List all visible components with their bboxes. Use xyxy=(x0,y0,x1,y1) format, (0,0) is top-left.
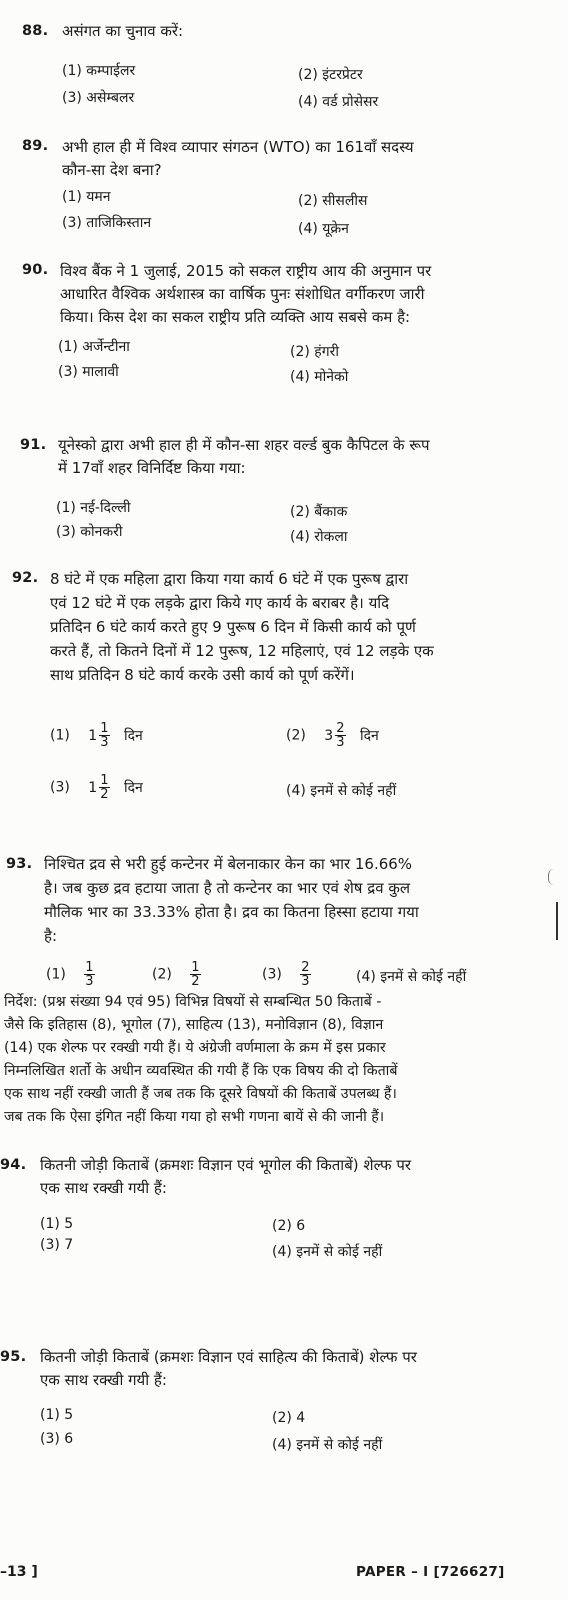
option-1: (1) 5 xyxy=(40,1407,74,1423)
numerator: 1 xyxy=(191,960,200,975)
option-3: (3) ताजिकिस्तान xyxy=(62,215,152,231)
directions-line: (14) एक शेल्फ पर रक्खी गयी हैं। ये अंग्रेजी वर्णमाला के क्रम में इस प्रकार xyxy=(4,1040,386,1056)
option-4: (4) इनमें से कोई नहीं xyxy=(272,1437,383,1453)
question-text-line: आधारित वैश्विक अर्थशास्त्र का वार्षिक पुनः संशोधित वर्गीकरण जारी xyxy=(60,285,425,303)
mixed-fraction xyxy=(88,722,111,749)
option-3: (3) 6 xyxy=(40,1431,74,1447)
option-1: (1) 5 xyxy=(40,1216,74,1232)
mixed-fraction xyxy=(324,722,347,749)
scan-mark xyxy=(548,869,555,885)
option-2: (2) इंटरप्रेटर xyxy=(298,67,363,83)
option-label: (3) xyxy=(50,779,70,796)
question-text-line: है। जब कुछ द्रव हटाया जाता है तो कन्टेनर का भार एवं शेष द्रव कुल xyxy=(44,879,411,897)
option-label: (1) xyxy=(50,727,70,744)
denominator: 3 xyxy=(85,974,94,989)
denominator: 2 xyxy=(191,974,200,989)
unit: दिन xyxy=(123,727,143,744)
unit: दिन xyxy=(123,779,143,796)
option-1: (1) कम्पाईलर xyxy=(62,63,136,79)
option-3: (3) असेम्बलर xyxy=(62,90,135,106)
numerator: 1 xyxy=(100,773,109,788)
option-4: (4) रोकला xyxy=(290,529,348,545)
denominator: 3 xyxy=(301,974,310,989)
option-label: (2) xyxy=(286,727,306,744)
option-4: (4) वर्ड प्रोसेसर xyxy=(298,94,379,110)
option-1 xyxy=(46,961,97,988)
option-4: (4) इनमें से कोई नहीं xyxy=(272,1244,383,1260)
question-text-line: एवं 12 घंटे में एक लड़के द्वारा किये गए कार्य के बराबर है। यदि xyxy=(50,594,390,612)
whole: 1 xyxy=(88,779,98,796)
question-number: 95. xyxy=(0,1349,27,1365)
page-number: –13 ] xyxy=(0,1564,38,1580)
fraction xyxy=(84,961,94,988)
question-text-line: एक साथ रक्खी गयी हैं: xyxy=(40,1371,167,1389)
question-text-line: अभी हाल ही में विश्व व्यापार संगठन (WTO) का 161वाँ सदस्य xyxy=(62,138,414,156)
option-2: (2) हंगरी xyxy=(290,344,339,360)
question-number: 90. xyxy=(22,262,49,278)
question-text-line: कितनी जोड़ी किताबें (क्रमशः विज्ञान एवं भूगोल की किताबें) शेल्फ पर xyxy=(40,1156,411,1174)
directions-line: निम्नलिखित शर्तो के अधीन व्यवस्थित की गयी हैं कि एक विषय की दो किताबें xyxy=(4,1063,398,1079)
numerator: 2 xyxy=(301,960,310,975)
question-text-line: करते हैं, तो कितने दिनों में 12 पुरूष, 12 महिलाएं, एवं 12 लड़के एक xyxy=(50,642,434,660)
fraction xyxy=(335,722,345,749)
question-text: असंगत का चुनाव करें: xyxy=(62,22,184,40)
directions-line: एक साथ नहीं रक्खी जाती हैं जब तक कि दूसरे विषयों की किताबें उपलब्ध हैं। xyxy=(4,1086,397,1102)
option-1: (1) नई-दिल्ली xyxy=(56,500,131,516)
fraction xyxy=(99,774,109,801)
directions-paragraph xyxy=(4,991,549,1129)
option-4: (4) मोनेको xyxy=(290,369,349,385)
unit: दिन xyxy=(359,727,379,744)
option-4: (4) इनमें से कोई नहीं xyxy=(356,969,467,985)
option-2 xyxy=(152,961,203,988)
question-text-line: में 17वाँ शहर विनिर्दिष्ट किया गया: xyxy=(58,459,246,477)
question-text-line: मौलिक भार का 33.33% होता है। द्रव का कितना हिस्सा हटाया गया xyxy=(44,903,419,921)
mixed-fraction xyxy=(88,774,111,801)
directions-line: जैसे कि इतिहास (8), भूगोल (7), साहित्य (13), मनोविज्ञान (8), विज्ञान xyxy=(4,1017,384,1033)
option-1: (1) यमन xyxy=(62,189,111,205)
whole: 1 xyxy=(88,727,98,744)
denominator: 3 xyxy=(336,735,345,750)
option-3 xyxy=(50,774,143,801)
option-4: (4) यूक्रेन xyxy=(298,221,349,237)
option-2 xyxy=(286,722,379,749)
paper-code: PAPER – I [726627] xyxy=(356,1564,505,1580)
question-text-line: प्रतिदिन 6 घंटे कार्य करते हुए 9 पुरूष 6 दिन में किसी कार्य को पूर्ण xyxy=(50,618,416,636)
question-text-line: कितनी जोड़ी किताबें (क्रमशः विज्ञान एवं साहित्य की किताबें) शेल्फ पर xyxy=(40,1348,417,1366)
numerator: 1 xyxy=(85,960,94,975)
option-2: (2) 6 xyxy=(272,1218,306,1234)
option-3: (3) मालावी xyxy=(58,364,119,380)
option-label: (1) xyxy=(46,966,66,983)
option-label: (2) xyxy=(152,966,172,983)
question-text-line: विश्व बैंक ने 1 जुलाई, 2015 को सकल राष्ट्रीय आय की अनुमान पर xyxy=(60,262,432,280)
question-text-line: है: xyxy=(44,927,58,945)
option-1: (1) अर्जेन्टीना xyxy=(58,339,130,355)
question-number: 88. xyxy=(22,23,49,39)
question-number: 91. xyxy=(20,437,47,453)
question-text-line: साथ प्रतिदिन 8 घंटे कार्य करके उसी कार्य को पूर्ण करेंगें। xyxy=(50,666,355,684)
question-text-line: कौन-सा देश बना? xyxy=(62,161,162,179)
option-4: (4) इनमें से कोई नहीं xyxy=(286,783,397,799)
question-number: 93. xyxy=(6,856,33,872)
option-3 xyxy=(262,961,313,988)
directions-line: जब तक कि ऐसा इंगित नहीं किया गया हो सभी गणना बायें से की जानी हैं। xyxy=(4,1109,385,1125)
denominator: 2 xyxy=(100,787,109,802)
option-2: (2) बैंकाक xyxy=(290,504,348,520)
option-3: (3) कोनकरी xyxy=(56,524,123,540)
fraction xyxy=(99,722,109,749)
question-text-line: एक साथ रक्खी गयी हैं: xyxy=(40,1179,167,1197)
question-text-line: निश्चित द्रव से भरी हुई कन्टेनर में बेलनाकार केन का भार 16.66% xyxy=(44,855,413,873)
question-number: 92. xyxy=(12,570,39,586)
scan-mark xyxy=(552,902,558,940)
option-1 xyxy=(50,722,143,749)
option-2: (2) सीसलीस xyxy=(298,193,368,209)
whole: 3 xyxy=(324,727,334,744)
question-text-line: 8 घंटे में एक महिला द्वारा किया गया कार्य 6 घंटे में एक पुरूष द्वारा xyxy=(50,570,409,588)
fraction xyxy=(300,961,310,988)
option-label: (3) xyxy=(262,966,282,983)
question-number: 94. xyxy=(0,1157,27,1173)
question-text-line: यूनेस्को द्वारा अभी हाल ही में कौन-सा शहर वर्ल्ड बुक कैपिटल के रूप xyxy=(58,436,430,454)
fraction xyxy=(190,961,200,988)
numerator: 1 xyxy=(100,721,109,736)
question-number: 89. xyxy=(22,138,49,154)
directions-line: निर्देश: (प्रश्न संख्या 94 एवं 95) विभिन्न विषयों से सम्बन्धित 50 किताबें - xyxy=(4,994,382,1010)
denominator: 3 xyxy=(100,735,109,750)
question-text-line: किया। किस देश का सकल राष्ट्रीय प्रति व्यक्ति आय सबसे कम है: xyxy=(60,308,411,326)
option-3: (3) 7 xyxy=(40,1237,74,1253)
option-2: (2) 4 xyxy=(272,1410,306,1426)
numerator: 2 xyxy=(336,721,345,736)
